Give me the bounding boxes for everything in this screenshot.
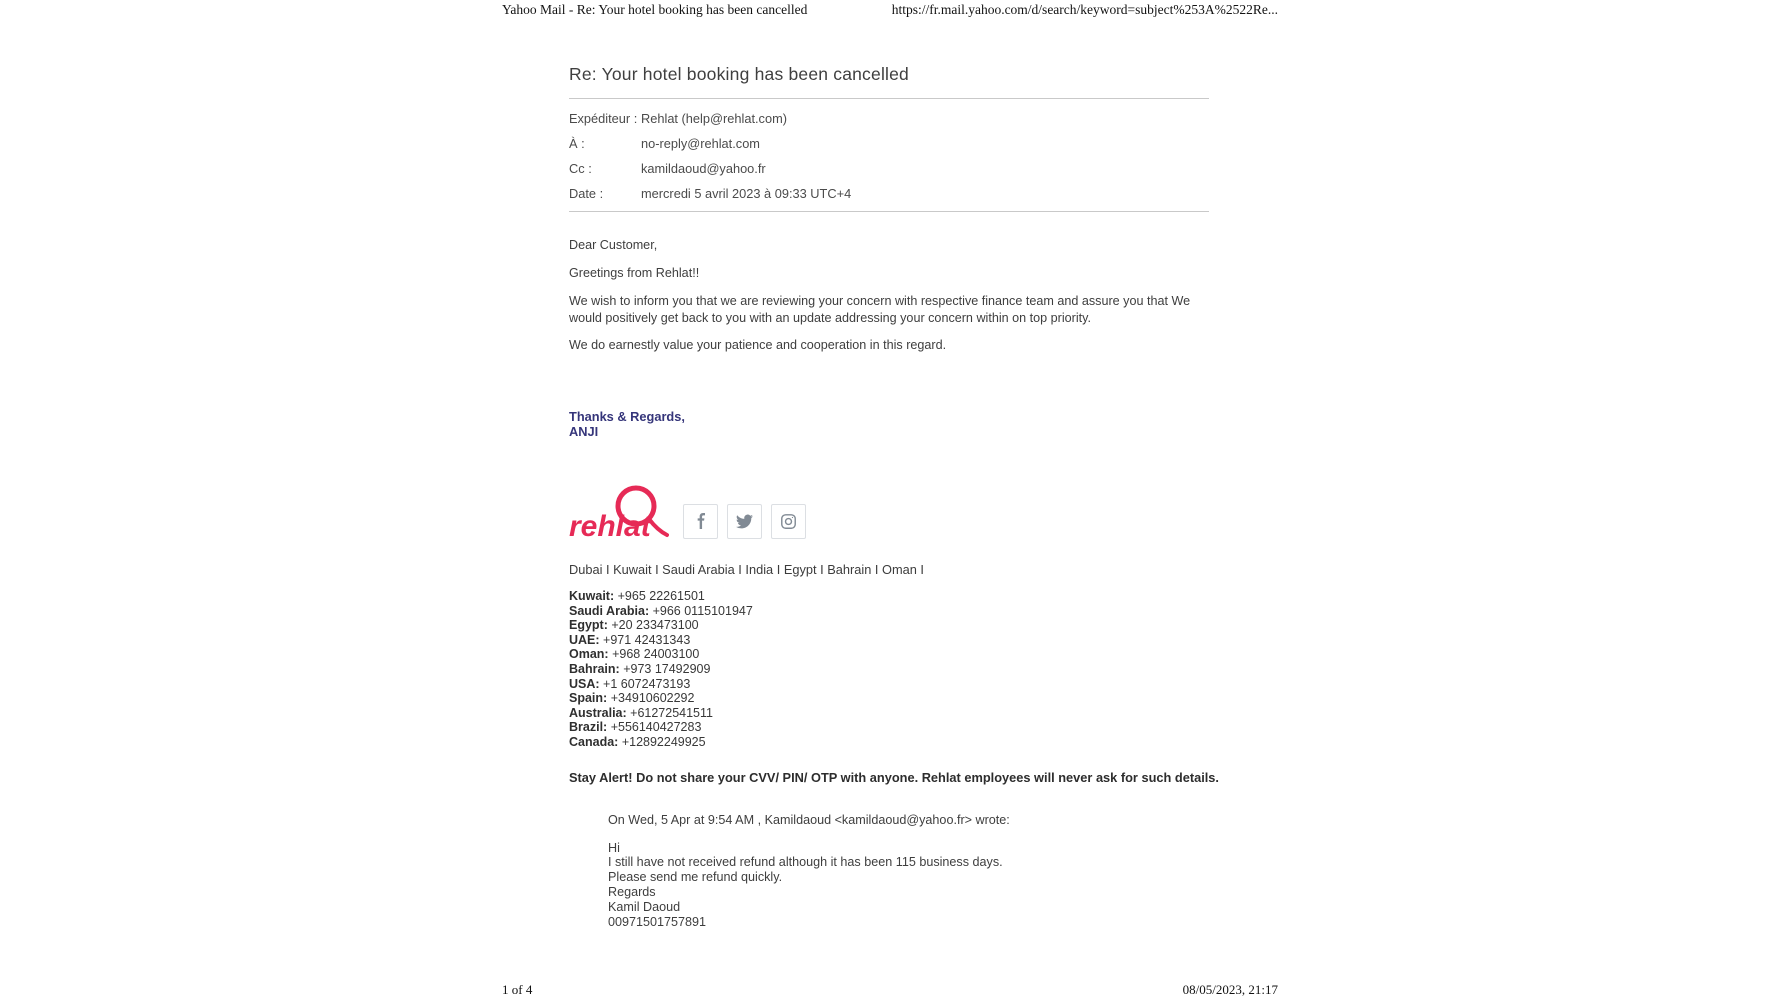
phone-number: +556140427283 xyxy=(610,720,702,735)
intro-line: Greetings from Rehlat!! xyxy=(569,266,700,280)
phone-number: +61272541511 xyxy=(630,705,713,720)
quoted-intro: On Wed, 5 Apr at 9:54 AM , Kamildaoud <kamildaoud@yahoo.fr> wrote: xyxy=(608,812,1010,827)
phone-number: +1 6072473193 xyxy=(603,676,691,691)
social-links xyxy=(683,504,815,539)
phone-number: +12892249925 xyxy=(621,734,706,749)
phone-number: +966 0115101947 xyxy=(652,603,753,618)
phone-country: Kuwait: xyxy=(569,589,615,603)
phone-row xyxy=(569,691,1209,706)
facebook-icon[interactable] xyxy=(683,504,718,539)
print-datetime: 08/05/2023, 21:17 xyxy=(1182,982,1278,997)
email-subject: Re: Your hotel booking has been cancelled xyxy=(569,64,909,84)
quoted-message xyxy=(608,813,1209,930)
phone-row xyxy=(569,633,1209,648)
phone-country: Oman: xyxy=(569,647,609,662)
phone-row xyxy=(569,618,1209,633)
phone-number: +965 22261501 xyxy=(617,589,705,603)
main-paragraph-line2: would positively get back to you with an update addressing your concern within on top priority. xyxy=(569,311,1092,325)
signature-line1: Thanks & Regards, xyxy=(569,409,685,424)
twitter-icon[interactable] xyxy=(727,504,762,539)
phone-number: +973 17492909 xyxy=(623,661,711,676)
phone-country: Brazil: xyxy=(569,720,608,735)
print-header xyxy=(502,2,1278,18)
phone-number: +968 24003100 xyxy=(612,647,700,662)
field-to-value: no-reply@rehlat.com xyxy=(641,136,760,151)
signature-line2: ANJI xyxy=(569,424,599,439)
phone-country: UAE: xyxy=(569,632,600,647)
field-date-value: mercredi 5 avril 2023 à 09:33 UTC+4 xyxy=(641,186,852,201)
email-body xyxy=(569,212,1209,354)
field-to-label: À : xyxy=(569,136,585,151)
phone-list xyxy=(569,589,1209,750)
field-from-value: Rehlat (help@rehlat.com) xyxy=(641,111,787,126)
phone-row xyxy=(569,589,1209,604)
field-cc-value: kamildaoud@yahoo.fr xyxy=(641,161,766,176)
email-document xyxy=(569,62,1219,929)
field-to xyxy=(569,131,1209,156)
print-header-title: Yahoo Mail - Re: Your hotel booking has been cancelled xyxy=(502,2,808,17)
stay-alert-notice: Stay Alert! Do not share your CVV/ PIN/ OTP with anyone. Rehlat employees will never ask for such details. xyxy=(569,769,1219,785)
email-header-fields xyxy=(569,99,1209,211)
greeting-line: Dear Customer, xyxy=(569,238,658,252)
phone-number: +971 42431343 xyxy=(603,632,691,647)
rehlat-logo xyxy=(569,483,669,545)
phone-row xyxy=(569,662,1209,677)
field-cc xyxy=(569,156,1209,181)
brand-row xyxy=(569,483,1209,545)
quoted-line: 00971501757891 xyxy=(608,914,707,929)
phone-row xyxy=(569,677,1209,692)
print-footer xyxy=(502,982,1278,998)
quoted-body xyxy=(608,841,1209,930)
field-date-label: Date : xyxy=(569,186,604,201)
field-from xyxy=(569,106,1209,131)
field-date xyxy=(569,181,1209,206)
phone-row xyxy=(569,647,1209,662)
main-paragraph-line1: We wish to inform you that we are reviewing your concern with respective finance team and assure you that We xyxy=(569,294,1191,308)
instagram-icon[interactable] xyxy=(771,504,806,539)
phone-country: Spain: xyxy=(569,691,608,706)
quoted-line: Kamil Daoud xyxy=(608,899,681,914)
phone-country: Egypt: xyxy=(569,618,608,633)
phone-number: +34910602292 xyxy=(610,691,695,706)
main-paragraph xyxy=(569,293,1209,327)
quoted-line: I still have not received refund although it has been 115 business days. xyxy=(608,855,1003,870)
print-header-url: https://fr.mail.yahoo.com/d/search/keyword=subject%253A%2522Re... xyxy=(891,2,1278,17)
phone-row xyxy=(569,604,1209,619)
phone-row xyxy=(569,706,1209,721)
phone-row xyxy=(569,720,1209,735)
phone-number: +20 233473100 xyxy=(611,618,699,633)
quoted-line: Please send me refund quickly. xyxy=(608,870,783,885)
quoted-line: Regards xyxy=(608,884,656,899)
phone-country: Bahrain: xyxy=(569,661,620,676)
phone-country: Saudi Arabia: xyxy=(569,603,650,618)
phone-country: Australia: xyxy=(569,705,627,720)
countries-line: Dubai I Kuwait I Saudi Arabia I India I Egypt I Bahrain I Oman I xyxy=(569,562,924,577)
phone-country: USA: xyxy=(569,676,600,691)
field-from-label: Expéditeur : xyxy=(569,111,638,126)
svg-text:rehlat: rehlat xyxy=(569,510,651,543)
page-number: 1 of 4 xyxy=(502,982,533,997)
phone-country: Canada: xyxy=(569,734,619,749)
signature-block xyxy=(569,409,1209,439)
phone-row xyxy=(569,735,1209,750)
quoted-line: Hi xyxy=(608,840,620,855)
closing-paragraph: We do earnestly value your patience and cooperation in this regard. xyxy=(569,338,947,352)
field-cc-label: Cc : xyxy=(569,161,592,176)
